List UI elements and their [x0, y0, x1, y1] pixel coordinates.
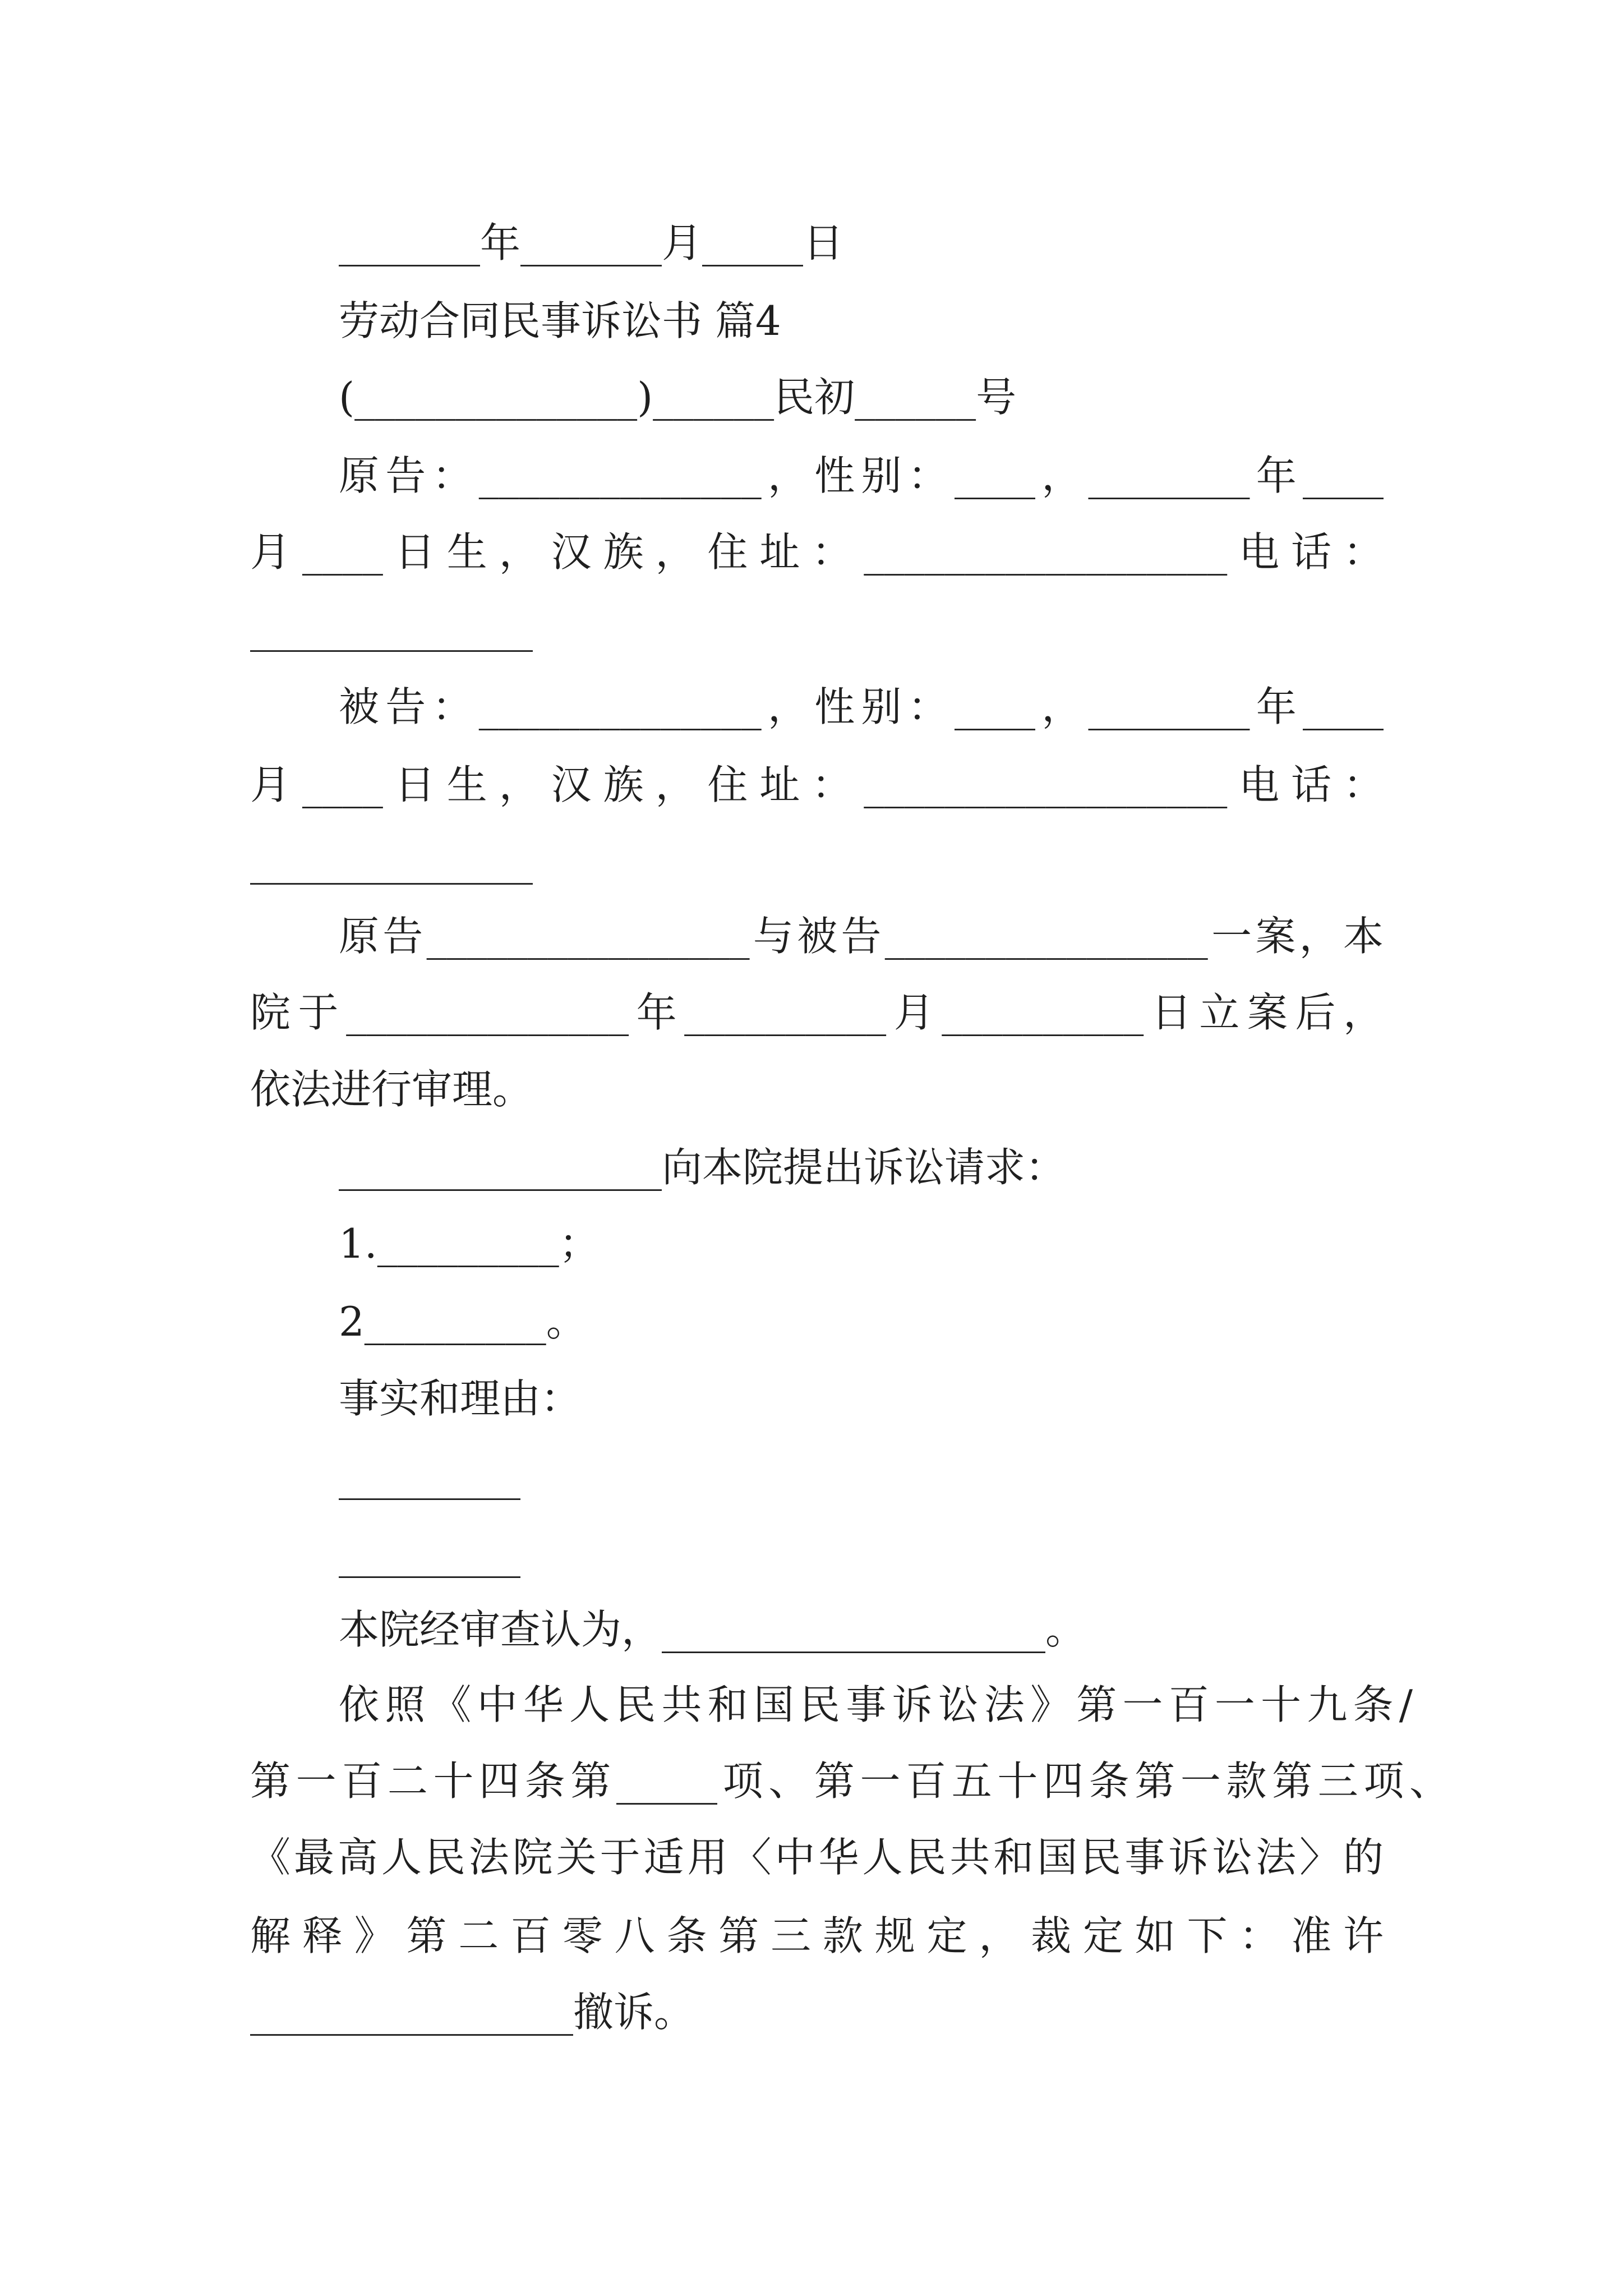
ruling-line-2: 第一百二十四条第_____项、第一百五十四条第一款第三项、	[250, 1757, 1450, 1805]
claims-heading: ________________向本院提出诉讼请求：	[339, 1144, 1066, 1191]
document-title: 劳动合同民事诉讼书 篇4	[339, 297, 781, 344]
ruling-line-4: 解释》第二百零八条第三款规定，裁定如下：准许	[250, 1912, 1384, 1959]
claim-item-1: 1._________；	[339, 1220, 600, 1267]
defendant-info-line-2: 月____日生，汉族，住址：__________________电话：	[250, 761, 1384, 808]
ruling-line-1: 依照《中华人民共和国民事诉讼法》第一百一十九条/	[339, 1681, 1413, 1728]
case-number-line: (______________)______民初______号	[339, 374, 1017, 421]
case-intro-line-3: 依法进行审理。	[250, 1066, 533, 1113]
claim-item-2: 2_________。	[339, 1298, 587, 1345]
plaintiff-phone-blank: ______________	[250, 605, 533, 652]
plaintiff-info-line-2: 月____日生，汉族，住址：__________________电话：	[250, 528, 1384, 576]
court-finding-line: 本院经审查认为，___________________。	[339, 1606, 1086, 1653]
facts-heading: 事实和理由：	[339, 1375, 582, 1422]
ruling-line-3: 《最高人民法院关于适用〈中华人民共和国民事诉讼法〉的	[250, 1834, 1384, 1881]
plaintiff-info-line-1: 原告：______________，性别：____，________年____	[339, 452, 1384, 499]
date-line: _______年_______月_____日	[339, 219, 843, 266]
defendant-info-line-1: 被告：______________，性别：____，________年____	[339, 683, 1384, 730]
facts-blank-2: _________	[339, 1531, 520, 1578]
case-intro-line-1: 原告________________与被告________________一案，本	[339, 913, 1384, 960]
ruling-line-5: ________________撤诉。	[250, 1989, 695, 2036]
facts-blank-1: _________	[339, 1453, 520, 1500]
defendant-phone-blank: ______________	[250, 838, 533, 885]
case-intro-line-2: 院于______________年__________月__________日立案后，	[250, 989, 1384, 1036]
